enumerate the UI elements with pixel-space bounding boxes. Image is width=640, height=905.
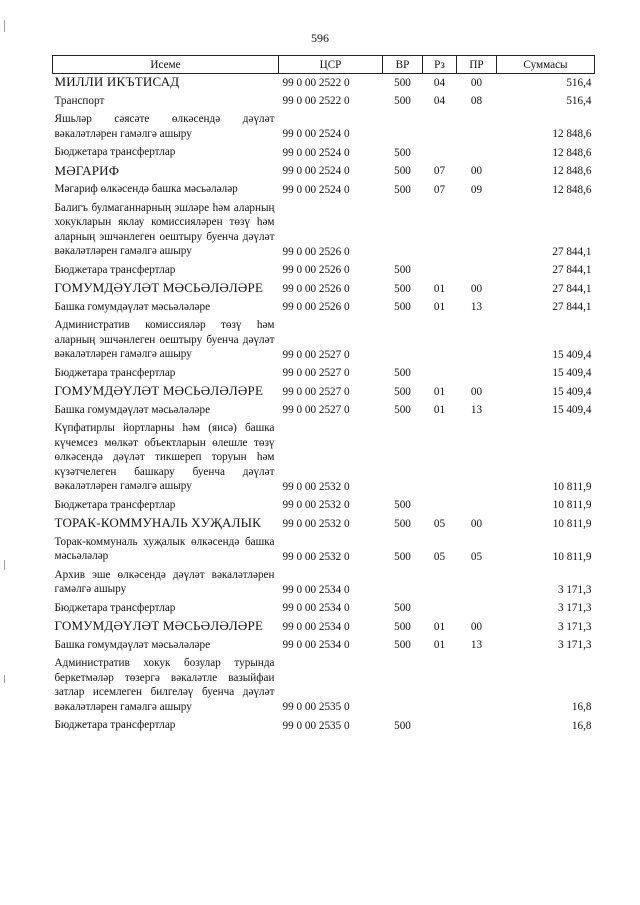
cell-rz: 05	[433, 517, 446, 530]
cell-rz	[423, 144, 457, 163]
cell-sum: 15 409,4	[552, 404, 592, 416]
cell-pr	[457, 420, 497, 497]
cell-sum: 516,4	[566, 95, 592, 107]
header-csr: ЦСР	[279, 56, 383, 74]
cell-vr: 500	[394, 183, 411, 196]
cell-pr: 00	[470, 620, 483, 633]
scan-edge-mark	[4, 675, 5, 683]
header-pr: ПР	[457, 56, 497, 74]
cell-vr: 500	[394, 282, 411, 295]
cell-name: Бюджетара трансфертлар	[54, 719, 176, 731]
table-row	[53, 317, 595, 365]
cell-sum: 3 171,3	[557, 583, 592, 596]
table-row	[53, 637, 595, 656]
cell-vr	[383, 655, 423, 717]
cell-csr: 99 0 00 2532 0	[282, 550, 350, 563]
table-row	[53, 93, 595, 112]
cell-sum: 10 811,9	[552, 550, 592, 563]
cell-sum: 3 171,3	[557, 620, 592, 633]
cell-rz: 01	[433, 404, 446, 416]
cell-csr: 99 0 00 2534 0	[282, 602, 350, 614]
cell-rz	[423, 420, 457, 497]
cell-csr: 99 0 00 2524 0	[282, 183, 350, 196]
cell-csr: 99 0 00 2534 0	[282, 639, 350, 651]
cell-vr	[383, 200, 423, 262]
cell-pr	[457, 262, 497, 281]
table-row	[53, 534, 595, 567]
cell-sum: 516,4	[566, 76, 592, 89]
table-body	[53, 74, 595, 736]
cell-name: Яшьләр сәясәте өлкәсендә дәүләт вәкаләтләрен гамәлгә ашыру	[54, 113, 275, 140]
cell-vr: 500	[394, 499, 411, 511]
page-number: 596	[311, 31, 329, 45]
cell-csr: 99 0 00 2532 0	[282, 480, 350, 493]
cell-csr: 99 0 00 2524 0	[282, 128, 350, 140]
cell-vr: 500	[394, 639, 411, 651]
cell-rz: 01	[433, 620, 446, 633]
cell-csr: 99 0 00 2527 0	[282, 385, 350, 398]
cell-pr: 00	[470, 282, 483, 295]
header-sum: Суммасы	[497, 56, 595, 74]
cell-vr: 500	[394, 719, 411, 732]
cell-name: Башка гомумдәүләт мәсьәләләре	[54, 403, 211, 416]
cell-name: Башка гомумдәүләт мәсьәләләре	[54, 638, 211, 651]
table-row-section	[53, 618, 595, 637]
cell-name: Архив эше өлкәсендә дәүләт вәкаләтләрен гамәлгә ашыру	[54, 568, 275, 595]
cell-name: ГОМУМДӘҮЛӘТ МӘСЬӘЛӘЛӘРЕ	[54, 618, 264, 633]
table-row-section	[53, 280, 595, 299]
table-row	[53, 200, 595, 262]
cell-csr: 99 0 00 2524 0	[282, 146, 350, 159]
cell-rz	[423, 567, 457, 600]
cell-sum: 12 848,6	[552, 128, 592, 140]
cell-sum: 16,8	[571, 719, 592, 732]
table-row	[53, 497, 595, 516]
cell-sum: 10 811,9	[552, 499, 592, 511]
cell-name: ТОРАК-КОММУНАЛЬ ХУҖАЛЫК	[54, 515, 262, 530]
cell-csr: 99 0 00 2535 0	[282, 719, 350, 732]
cell-csr: 99 0 00 2527 0	[282, 404, 350, 416]
cell-pr	[457, 717, 497, 736]
table-header	[53, 56, 595, 74]
cell-csr: 99 0 00 2527 0	[282, 367, 350, 379]
cell-rz	[423, 365, 457, 384]
cell-rz: 01	[433, 639, 446, 651]
header-name: Исеме	[53, 56, 279, 74]
cell-pr: 13	[470, 404, 483, 416]
table-row-section	[53, 515, 595, 534]
cell-sum: 27 844,1	[552, 282, 592, 295]
table-row	[53, 655, 595, 717]
cell-vr: 500	[394, 602, 411, 614]
header-row	[53, 56, 595, 74]
cell-csr: 99 0 00 2532 0	[282, 499, 350, 511]
cell-vr: 500	[394, 620, 411, 633]
cell-name: Торак-коммуналь хуҗалык өлкәсендә башка мәсьәләләр	[54, 535, 275, 562]
table-row	[53, 402, 595, 421]
cell-vr: 500	[394, 95, 411, 107]
header-vr: ВР	[383, 56, 423, 74]
table-row	[53, 181, 595, 200]
table-row	[53, 299, 595, 318]
cell-sum: 10 811,9	[552, 480, 592, 493]
cell-rz	[423, 655, 457, 717]
cell-rz	[423, 600, 457, 619]
cell-csr: 99 0 00 2522 0	[282, 95, 350, 107]
cell-name: Башка гомумдәүләт мәсьәләләре	[54, 300, 211, 313]
cell-pr	[457, 200, 497, 262]
cell-vr: 500	[394, 146, 411, 159]
cell-name: МИЛЛИ ИКЪТИСАД	[54, 74, 180, 89]
cell-vr	[383, 317, 423, 365]
header-rz: Рз	[423, 56, 457, 74]
cell-name: Транспорт	[54, 94, 105, 107]
cell-pr	[457, 365, 497, 384]
cell-pr	[457, 144, 497, 163]
cell-csr: 99 0 00 2526 0	[282, 301, 350, 313]
cell-rz	[423, 200, 457, 262]
budget-table	[52, 55, 595, 736]
table-row-section	[53, 383, 595, 402]
cell-csr: 99 0 00 2526 0	[282, 245, 350, 258]
cell-sum: 15 409,4	[552, 385, 592, 398]
cell-sum: 12 848,6	[552, 165, 592, 177]
cell-vr: 500	[394, 165, 411, 177]
cell-name: Бюджетара трансфертлар	[54, 263, 176, 276]
table-row	[53, 111, 595, 144]
cell-name: Бюджетара трансфертлар	[54, 366, 176, 379]
cell-pr: 13	[470, 639, 483, 651]
cell-rz: 01	[433, 301, 446, 313]
cell-pr	[457, 567, 497, 600]
cell-rz	[423, 111, 457, 144]
cell-rz: 01	[433, 282, 446, 295]
cell-vr: 500	[394, 264, 411, 276]
cell-rz: 04	[433, 76, 446, 89]
cell-vr: 500	[394, 404, 411, 416]
scan-edge-mark	[4, 560, 5, 570]
cell-vr: 500	[394, 367, 411, 379]
table-row-section	[53, 74, 595, 93]
cell-csr: 99 0 00 2524 0	[282, 165, 350, 177]
cell-pr	[457, 655, 497, 717]
cell-vr	[383, 567, 423, 600]
table-row	[53, 567, 595, 600]
cell-name: Балигъ булмаганнарның эшләре һәм аларның хокукларын яклау комиссияләрен төзү һәм аларның эшчәнлеген оештыру буенча дәүләт вәкаләтләрен гамәлгә ашыру	[54, 201, 275, 257]
table-row	[53, 365, 595, 384]
cell-name: Административ хокук бозулар турында беркетмәләр төзергә вәкаләтле вазыйфаи затлар исемлеген билгеләү буенча дәүләт вәкаләтләрен гамәлгә ашыру	[54, 657, 275, 713]
cell-name: Бюджетара трансфертлар	[54, 146, 176, 158]
cell-name: Мәгариф өлкәсендә башка мәсьәләләр	[54, 183, 238, 195]
cell-sum: 3 171,3	[557, 602, 592, 614]
cell-pr: 09	[470, 183, 483, 196]
cell-sum: 27 844,1	[552, 264, 592, 276]
cell-rz	[423, 317, 457, 365]
cell-name: ГОМУМДӘҮЛӘТ МӘСЬӘЛӘЛӘРЕ	[54, 280, 264, 295]
cell-rz: 07	[433, 165, 446, 177]
cell-sum: 16,8	[571, 701, 592, 713]
cell-csr: 99 0 00 2534 0	[282, 583, 350, 596]
table-row	[53, 144, 595, 163]
table-row	[53, 600, 595, 619]
cell-vr: 500	[394, 385, 411, 398]
cell-vr: 500	[394, 301, 411, 313]
cell-pr: 00	[470, 517, 483, 530]
table-row	[53, 717, 595, 736]
cell-csr: 99 0 00 2534 0	[282, 620, 350, 633]
cell-csr: 99 0 00 2535 0	[282, 701, 350, 713]
cell-name: Бюджетара трансфертлар	[54, 498, 176, 511]
cell-csr: 99 0 00 2526 0	[282, 264, 350, 276]
cell-rz	[423, 262, 457, 281]
cell-pr	[457, 111, 497, 144]
cell-vr: 500	[394, 517, 411, 530]
cell-sum: 12 848,6	[552, 183, 592, 196]
cell-sum: 27 844,1	[552, 301, 592, 313]
cell-vr	[383, 111, 423, 144]
cell-sum: 12 848,6	[552, 146, 592, 159]
cell-sum: 10 811,9	[552, 517, 592, 530]
cell-name: Күпфатирлы йортларны һәм (яисә) башка күчемсез мөлкәт объектларын өлешле төзү өлкәсендә дәүләт тикшереп торуын һәм күзәтчелеген башкару буенча дәүләт вәкаләтләрен гамәлгә ашыру	[54, 422, 275, 492]
cell-pr: 00	[470, 385, 483, 398]
cell-rz: 01	[433, 385, 446, 398]
cell-pr	[457, 600, 497, 619]
cell-csr: 99 0 00 2527 0	[282, 348, 350, 361]
cell-name: МӘГАРИФ	[54, 162, 120, 178]
cell-pr: 08	[470, 95, 483, 107]
cell-pr: 13	[470, 301, 483, 313]
cell-csr: 99 0 00 2522 0	[282, 76, 350, 89]
cell-pr: 05	[470, 550, 483, 563]
cell-sum: 27 844,1	[552, 245, 592, 258]
table-row	[53, 420, 595, 497]
cell-vr	[383, 420, 423, 497]
cell-rz: 04	[433, 95, 446, 107]
cell-sum: 3 171,3	[557, 639, 592, 651]
cell-name: Административ комиссияләр төзү һәм аларның эшчәнлеген оештыру буенча дәүләт вәкаләтләрен гамәлгә ашыру	[54, 319, 275, 360]
cell-name: Бюджетара трансфертлар	[54, 601, 176, 614]
cell-vr: 500	[394, 76, 411, 89]
cell-rz	[423, 717, 457, 736]
cell-rz: 07	[433, 183, 446, 196]
cell-pr	[457, 497, 497, 516]
cell-csr: 99 0 00 2526 0	[282, 282, 350, 295]
cell-vr: 500	[394, 550, 411, 563]
cell-sum: 15 409,4	[552, 367, 592, 379]
cell-pr: 00	[470, 76, 483, 89]
cell-sum: 15 409,4	[552, 348, 592, 361]
table-row-section	[53, 163, 595, 182]
cell-csr: 99 0 00 2532 0	[282, 517, 350, 530]
cell-pr: 00	[470, 165, 483, 177]
cell-name: ГОМУМДӘҮЛӘТ МӘСЬӘЛӘЛӘРЕ	[54, 383, 264, 398]
cell-rz	[423, 497, 457, 516]
cell-pr	[457, 317, 497, 365]
cell-rz: 05	[433, 550, 446, 563]
table-row	[53, 262, 595, 281]
